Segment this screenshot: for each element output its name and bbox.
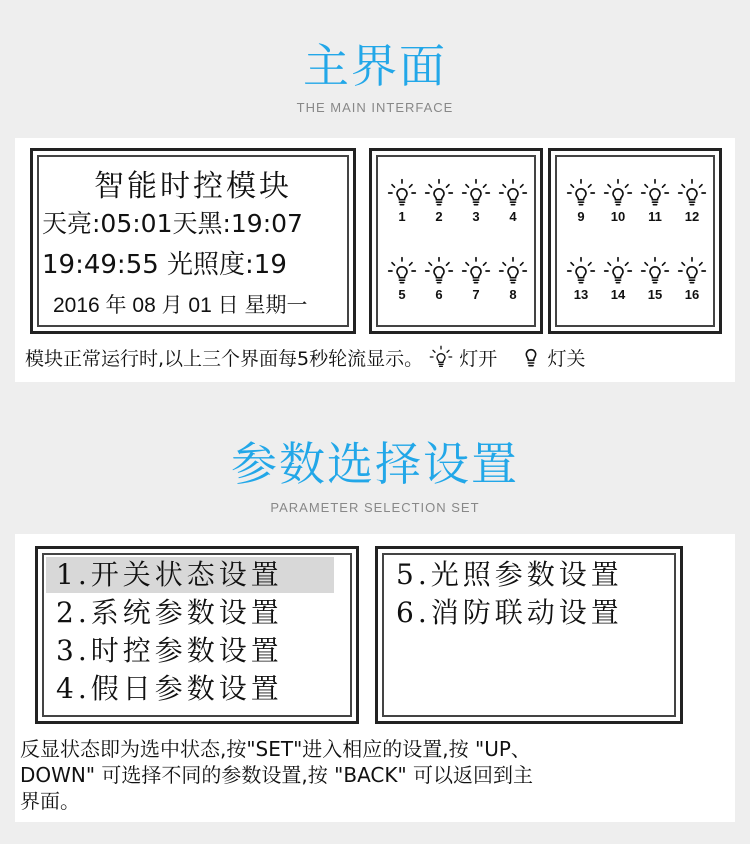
menu-item-light-params[interactable]: 5.光照参数设置 (396, 558, 623, 591)
main-interface-panel (15, 138, 735, 382)
bulb-on-icon (600, 177, 636, 209)
lamp-number: 3 (472, 209, 480, 224)
lamp-number: 15 (647, 287, 663, 302)
lcd-date: 2016 年 08 月 01 日 星期一 (53, 294, 308, 317)
bulb-on-icon (674, 177, 710, 209)
lamp-number: 1 (398, 209, 406, 224)
bulb-on-icon (563, 255, 599, 287)
bulb-on-icon (600, 255, 636, 287)
section-subtitle-params: PARAMETER SELECTION SET (270, 500, 480, 515)
section-title-params: 参数选择设置 (231, 437, 519, 491)
lamp-number: 2 (435, 209, 443, 224)
lamp-9 (563, 177, 599, 224)
caption-text: 模块正常运行时,以上三个界面每5秒轮流显示。 (25, 348, 424, 370)
menu-screen-right (375, 546, 683, 724)
lcd-sunrise-sunset: 天亮:05:01天黑:19:07 (42, 209, 303, 238)
lcd-screen-lamps-9-16 (548, 148, 722, 334)
lamp-2 (421, 177, 457, 224)
menu-item-holiday-params[interactable]: 4.假日参数设置 (56, 672, 283, 705)
caption-on-label: 灯开 (459, 348, 498, 370)
lamp-16 (674, 255, 710, 302)
bulb-on-icon (637, 177, 673, 209)
bulb-on-icon (458, 255, 494, 287)
lamp-3 (458, 177, 494, 224)
caption-off-label: 灯关 (547, 348, 586, 370)
lamp-5 (384, 255, 420, 302)
lamp-number: 14 (610, 287, 626, 302)
lamp-6 (421, 255, 457, 302)
main-caption (25, 344, 585, 371)
lamp-number: 9 (577, 209, 585, 224)
lcd-title: 智能时控模块 (94, 169, 292, 204)
lcd-screen-time (30, 148, 356, 334)
bulb-on-icon (458, 177, 494, 209)
menu-item-fire-linkage[interactable]: 6.消防联动设置 (396, 596, 623, 629)
lamp-11 (637, 177, 673, 224)
section-title-main: 主界面 (303, 39, 447, 93)
parameter-panel (15, 534, 735, 822)
menu-item-system-params[interactable]: 2.系统参数设置 (56, 596, 283, 629)
lamp-14 (600, 255, 636, 302)
section-subtitle-main: THE MAIN INTERFACE (296, 100, 454, 115)
bulb-on-icon (384, 177, 420, 209)
lamp-number: 7 (472, 287, 480, 302)
lamp-number: 6 (435, 287, 443, 302)
bulb-on-icon (563, 177, 599, 209)
bulb-on-icon (674, 255, 710, 287)
lamp-number: 11 (648, 209, 662, 224)
bulb-on-icon (429, 345, 453, 369)
bulb-on-icon (495, 255, 531, 287)
lamp-7 (458, 255, 494, 302)
lamp-8 (495, 255, 531, 302)
lcd-clock-light: 19:49:55 光照度:19 (42, 250, 287, 280)
lamp-number: 12 (684, 209, 700, 224)
menu-screen-left (35, 546, 359, 724)
lamp-10 (600, 177, 636, 224)
menu-item-switch-status[interactable]: 1.开关状态设置 (46, 557, 334, 593)
bulb-on-icon (421, 177, 457, 209)
lamp-number: 5 (398, 287, 406, 302)
lamp-13 (563, 255, 599, 302)
bulb-on-icon (637, 255, 673, 287)
description-line-2: DOWN" 可选择不同的参数设置,按 "BACK" 可以返回到主 (20, 763, 534, 787)
lamp-12 (674, 177, 710, 224)
lamp-4 (495, 177, 531, 224)
lamp-number: 13 (573, 287, 589, 302)
description-line-1: 反显状态即为选中状态,按"SET"进入相应的设置,按 "UP、 (20, 737, 531, 761)
menu-item-timer-params[interactable]: 3.时控参数设置 (56, 634, 283, 667)
description-line-3: 界面。 (20, 789, 80, 813)
lamp-number: 4 (509, 209, 517, 224)
bulb-on-icon (495, 177, 531, 209)
lcd-screen-lamps-1-8 (369, 148, 543, 334)
lamp-number: 10 (610, 209, 626, 224)
bulb-on-icon (421, 255, 457, 287)
lamp-15 (637, 255, 673, 302)
lamp-number: 16 (684, 287, 700, 302)
lamp-number: 8 (509, 287, 517, 302)
lamp-1 (384, 177, 420, 224)
bulb-off-icon (521, 345, 541, 369)
bulb-on-icon (384, 255, 420, 287)
